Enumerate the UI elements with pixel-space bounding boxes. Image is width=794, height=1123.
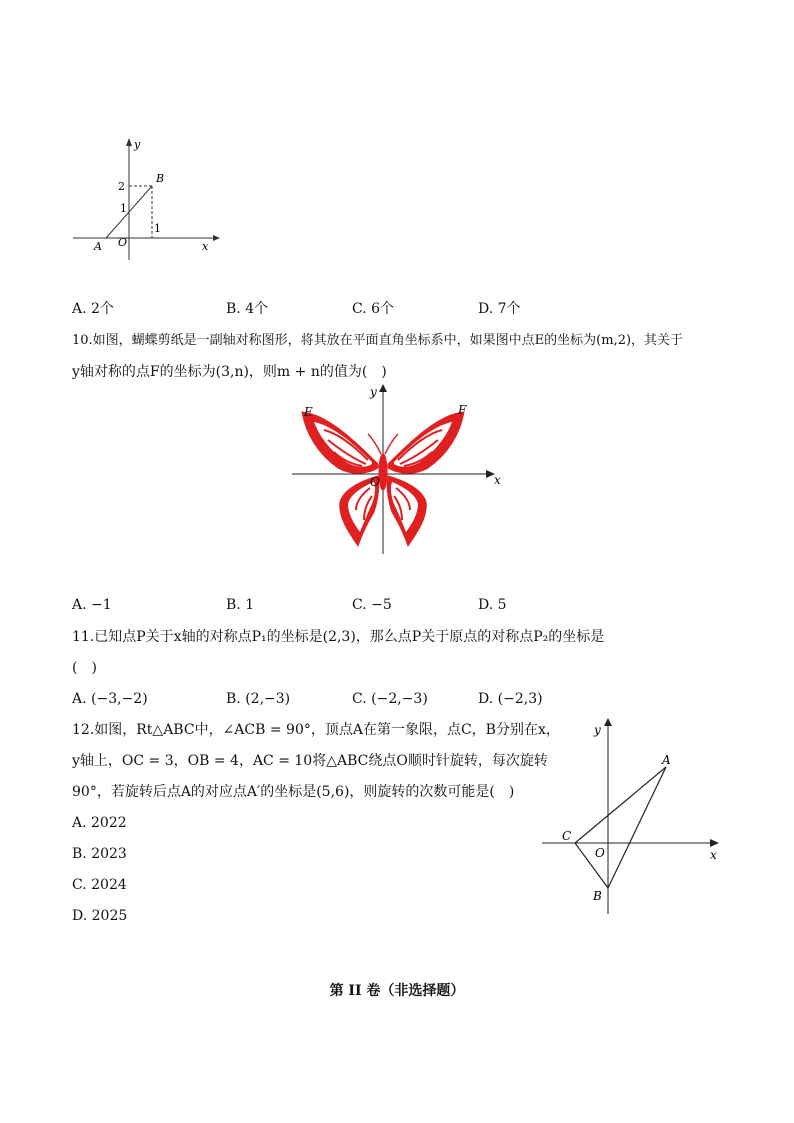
q11-option-d[interactable]	[478, 689, 543, 709]
q9-y-label: y	[134, 138, 141, 151]
option-text: 2024	[91, 877, 127, 893]
option-letter: C.	[72, 877, 87, 893]
option-letter: B.	[226, 597, 241, 613]
option-letter: C.	[352, 301, 367, 317]
option-letter: D.	[72, 908, 88, 924]
q10-label-e: E	[304, 405, 313, 419]
option-letter: A.	[72, 301, 87, 317]
q12-stem-line3: 90°，若旋转后点A的对应点A′的坐标是(5,6)，则旋转的次数可能是( )	[72, 784, 515, 800]
q12-label-o: O	[595, 846, 605, 860]
q11-option-c[interactable]	[352, 689, 428, 709]
q11-option-b[interactable]	[226, 689, 290, 709]
option-letter: A.	[72, 597, 87, 613]
q12-x-label: x	[710, 848, 717, 862]
q9-tick-2: 2	[118, 180, 125, 193]
q10-y-label: y	[370, 385, 377, 399]
q12-stem-line1: 12.如图，Rt△ABC中，∠ACB = 90°，顶点A在第一象限，点C，B分别在x，	[72, 722, 560, 738]
option-letter: D.	[478, 597, 494, 613]
q9-tick-1-y: 1	[120, 202, 127, 215]
q12-triangle-figure	[538, 718, 728, 918]
option-text: −5	[371, 597, 392, 613]
option-letter: B.	[72, 846, 87, 862]
option-text: (−2,−3)	[371, 691, 428, 707]
q10-x-label: x	[494, 473, 501, 487]
option-letter: D.	[478, 691, 494, 707]
q11-stem-line2: ( )	[72, 660, 97, 676]
option-text: 5	[497, 597, 507, 613]
option-text: 7个	[497, 301, 521, 317]
option-text: 4个	[245, 301, 269, 317]
q9-label-a: A	[94, 240, 102, 253]
q9-option-d[interactable]	[478, 299, 521, 319]
option-letter: B.	[226, 691, 241, 707]
option-letter: D.	[478, 301, 494, 317]
q10-stem-line1: 10.如图，蝴蝶剪纸是一副轴对称图形，将其放在平面直角坐标系中，如果图中点E的坐标为(m,2)，其关于	[72, 333, 684, 348]
q10-label-o: O	[370, 475, 380, 489]
q9-label-b: B	[156, 172, 165, 185]
q12-label-a: A	[662, 753, 671, 767]
section-title: 第 II 卷（非选择题）	[329, 983, 465, 999]
q12-y-label: y	[594, 723, 601, 737]
option-text: 2025	[91, 908, 128, 924]
q10-butterfly-figure	[288, 384, 508, 558]
q11-option-a[interactable]	[72, 689, 148, 709]
q9-option-c[interactable]	[352, 299, 394, 319]
option-text: −1	[91, 597, 112, 613]
q12-option-d[interactable]	[72, 906, 127, 926]
q12-option-b[interactable]	[72, 844, 127, 864]
q12-option-a[interactable]	[72, 813, 127, 833]
q12-triangle-abc	[575, 767, 666, 888]
option-text: 6个	[371, 301, 395, 317]
q9-x-arrow	[213, 235, 220, 241]
q12-x-arrow	[710, 839, 719, 847]
q12-y-arrow	[604, 718, 612, 726]
q10-option-a[interactable]	[72, 595, 112, 615]
q9-tick-1-x: 1	[154, 222, 161, 235]
q10-option-b[interactable]	[226, 595, 254, 615]
q9-x-label: x	[202, 240, 209, 253]
option-text: (−2,3)	[497, 691, 543, 707]
q9-option-a[interactable]	[72, 299, 114, 319]
q10-stem-line2: y轴对称的点F的坐标为(3,n)，则m + n的值为( )	[72, 364, 387, 380]
q10-option-d[interactable]	[478, 595, 507, 615]
option-letter: A.	[72, 815, 87, 831]
q12-stem-line2: y轴上，OC = 3，OB = 4，AC = 10将△ABC绕点O顺时针旋转，每次旋转	[72, 753, 548, 769]
q9-label-o: O	[118, 236, 128, 249]
q12-option-c[interactable]	[72, 875, 127, 895]
q9-option-b[interactable]	[226, 299, 268, 319]
option-text: 2022	[91, 815, 127, 831]
option-letter: C.	[352, 691, 367, 707]
q10-option-c[interactable]	[352, 595, 392, 615]
option-text: (−3,−2)	[91, 691, 148, 707]
q12-label-c: C	[562, 829, 572, 843]
option-letter: B.	[226, 301, 241, 317]
option-text: 2个	[91, 301, 114, 317]
q9-coordinate-figure	[68, 132, 228, 262]
option-text: 1	[245, 597, 255, 613]
option-letter: C.	[352, 597, 367, 613]
q10-label-f: F	[458, 403, 467, 417]
option-text: (2,−3)	[245, 691, 291, 707]
q10-y-arrow	[379, 384, 387, 392]
q9-y-arrow	[126, 138, 132, 146]
option-text: 2023	[91, 846, 127, 862]
option-letter: A.	[72, 691, 87, 707]
q11-stem-line1: 11.已知点P关于x轴的对称点P₁的坐标是(2,3)，那么点P关于原点的对称点P₂的坐标是	[72, 629, 605, 645]
q12-label-b: B	[593, 889, 602, 903]
